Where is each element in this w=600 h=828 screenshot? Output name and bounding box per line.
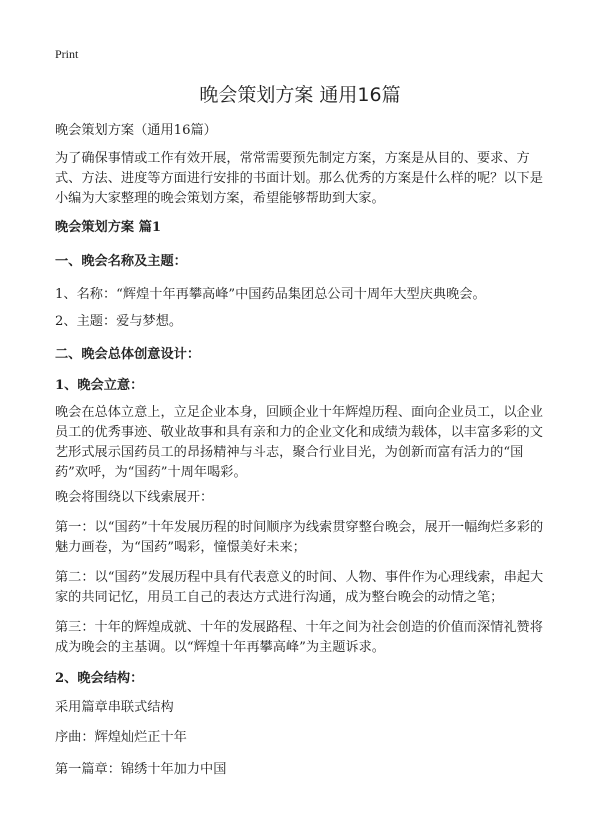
subtitle: 晚会策划方案（通用16篇）: [55, 123, 217, 138]
paragraph-third: 第三：十年的辉煌成就、十年的发展路程、十年之间为社会创造的价值而深情礼赞将成为晚会的主基调。以“辉煌十年再攀高峰”为主题诉求。: [55, 620, 543, 655]
heading-name-theme: 一、晚会名称及主题：: [55, 254, 187, 269]
paragraph-lines: 晚会将围绕以下线索展开：: [55, 490, 214, 505]
paragraph-idea: 晚会在总体立意上，立足企业本身，回顾企业十年辉煌历程、面向企业员工，以企业员工的优秀事迹、敬业故事和具有亲和力的企业文化和成绩为载体，以丰富多彩的文艺形式展示国药员工的昂扬精神与斗志，聚合行业目光，为创新而富有活力的“国药”欢呼，为“国药”十周年喝彩。: [55, 405, 543, 480]
paragraph-name: 1、名称：“辉煌十年再攀高峰”中国药品集团总公司十周年大型庆典晚会。: [55, 287, 486, 302]
heading-structure: 2、晚会结构：: [55, 671, 144, 686]
page-title: 晚会策划方案 通用16篇: [199, 84, 401, 106]
paragraph-prelude: 序曲：辉煌灿烂正十年: [55, 730, 187, 745]
paragraph-theme: 2、主题：爱与梦想。: [55, 314, 183, 329]
heading-idea: 1、晚会立意：: [55, 378, 144, 393]
paragraph-first: 第一：以“国药”十年发展历程的时间顺序为线索贯穿整台晚会，展开一幅绚烂多彩的魅力画卷，为“国药”喝彩，憧憬美好未来；: [55, 520, 544, 555]
paragraph-second: 第二：以“国药”发展历程中具有代表意义的时间、人物、事件作为心理线索，串起大家的共同记忆，用员工自己的表达方式进行沟通，成为整台晚会的动情之笔；: [55, 570, 544, 605]
heading-design: 二、晚会总体创意设计：: [55, 347, 201, 362]
intro-paragraph: 为了确保事情或工作有效开展，常常需要预先制定方案，方案是从目的、要求、方式、方法、进度等方面进行安排的书面计划。那么优秀的方案是什么样的呢？以下是小编为大家整理的晚会策划方案，希望能够帮助到大家。: [55, 151, 543, 206]
paragraph-chapter1: 第一篇章：锦绣十年加力中国: [55, 762, 227, 777]
print-link[interactable]: Print: [55, 47, 79, 61]
section-heading: 晚会策划方案 篇1: [55, 220, 162, 235]
paragraph-structure: 采用篇章串联式结构: [55, 700, 174, 715]
